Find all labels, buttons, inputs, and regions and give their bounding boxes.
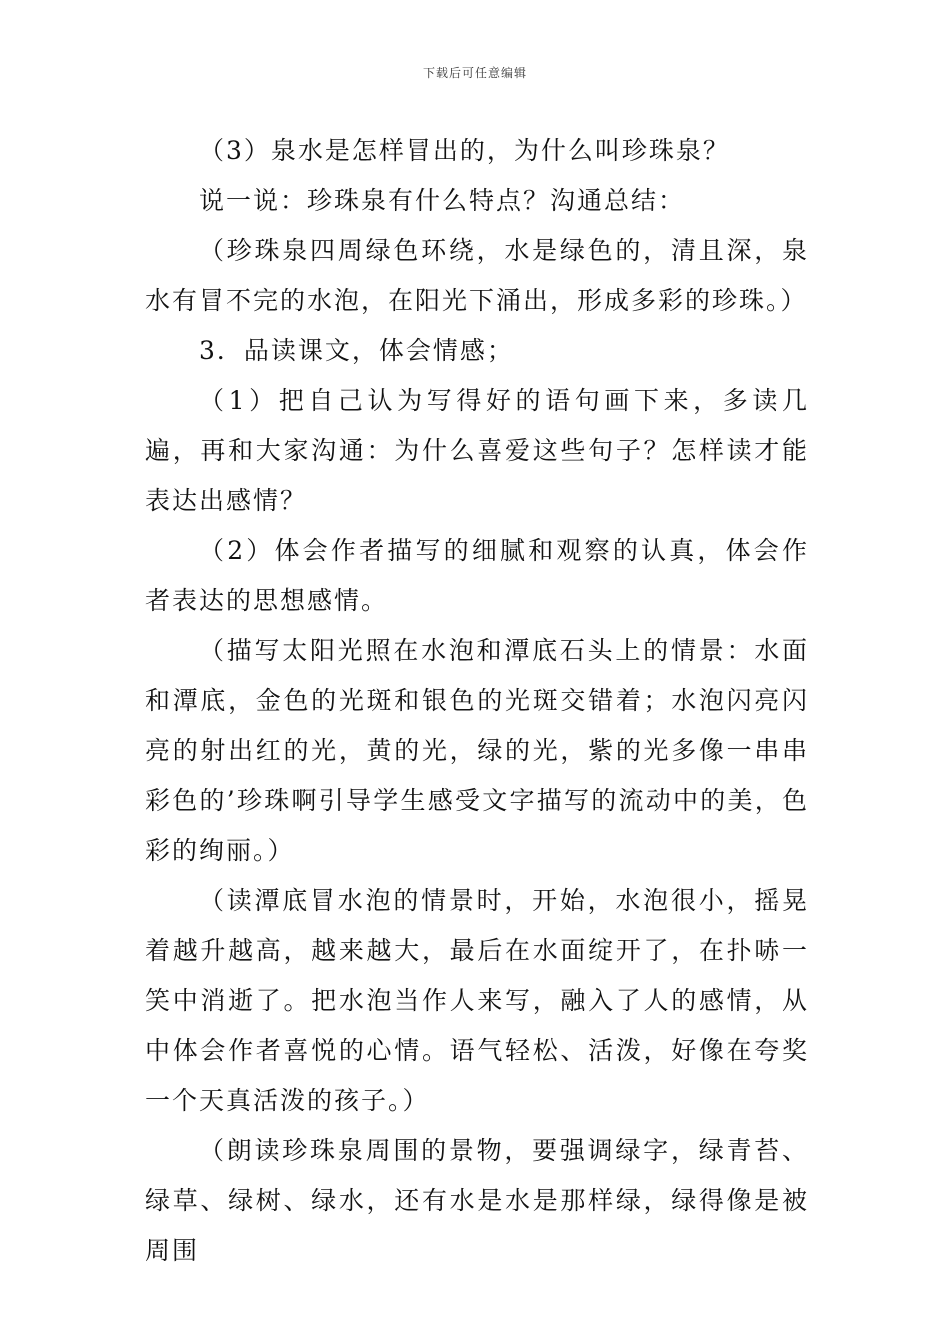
paragraph: （2）体会作者描写的细腻和观察的认真，体会作者表达的思想感情。 bbox=[145, 536, 809, 615]
paragraph: （描写太阳光照在水泡和潭底石头上的情景：水面和潭底，金色的光斑和银色的光斑交错着；水泡闪亮闪亮的射出红的光，黄的光，绿的光，紫的光多像一串串彩色的’珍珠啊引导学生感受文字描写的流动中的美，色彩的绚丽。） bbox=[145, 636, 809, 865]
paragraph: （3）泉水是怎样冒出的，为什么叫珍珠泉？ bbox=[199, 136, 730, 165]
paragraph: 说一说：珍珠泉有什么特点？沟通总结： bbox=[199, 186, 686, 215]
paragraph: （朗读珍珠泉周围的景物，要强调绿字，绿青苔、绿草、绿树、绿水，还有水是水是那样绿，绿得像是被周围 bbox=[145, 1136, 809, 1265]
paragraph: 3．品读课文，体会情感； bbox=[199, 336, 514, 365]
paragraph: （读潭底冒水泡的情景时，开始，水泡很小，摇晃着越升越高，越来越大，最后在水面绽开了，在扑哧一笑中消逝了。把水泡当作人来写，融入了人的感情，从中体会作者喜悦的心情。语气轻松、活泼，好像在夸奖一个天真活泼的孩子。） bbox=[145, 886, 809, 1115]
paragraph: （1）把自己认为写得好的语句画下来，多读几遍，再和大家沟通：为什么喜爱这些句子？怎样读才能表达出感情？ bbox=[145, 386, 809, 515]
paragraph: （珍珠泉四周绿色环绕，水是绿色的，清且深，泉水有冒不完的水泡，在阳光下涌出，形成多彩的珍珠。） bbox=[145, 236, 809, 315]
document-body bbox=[145, 126, 809, 1276]
page-header: 下载后可任意编辑 bbox=[422, 66, 527, 80]
